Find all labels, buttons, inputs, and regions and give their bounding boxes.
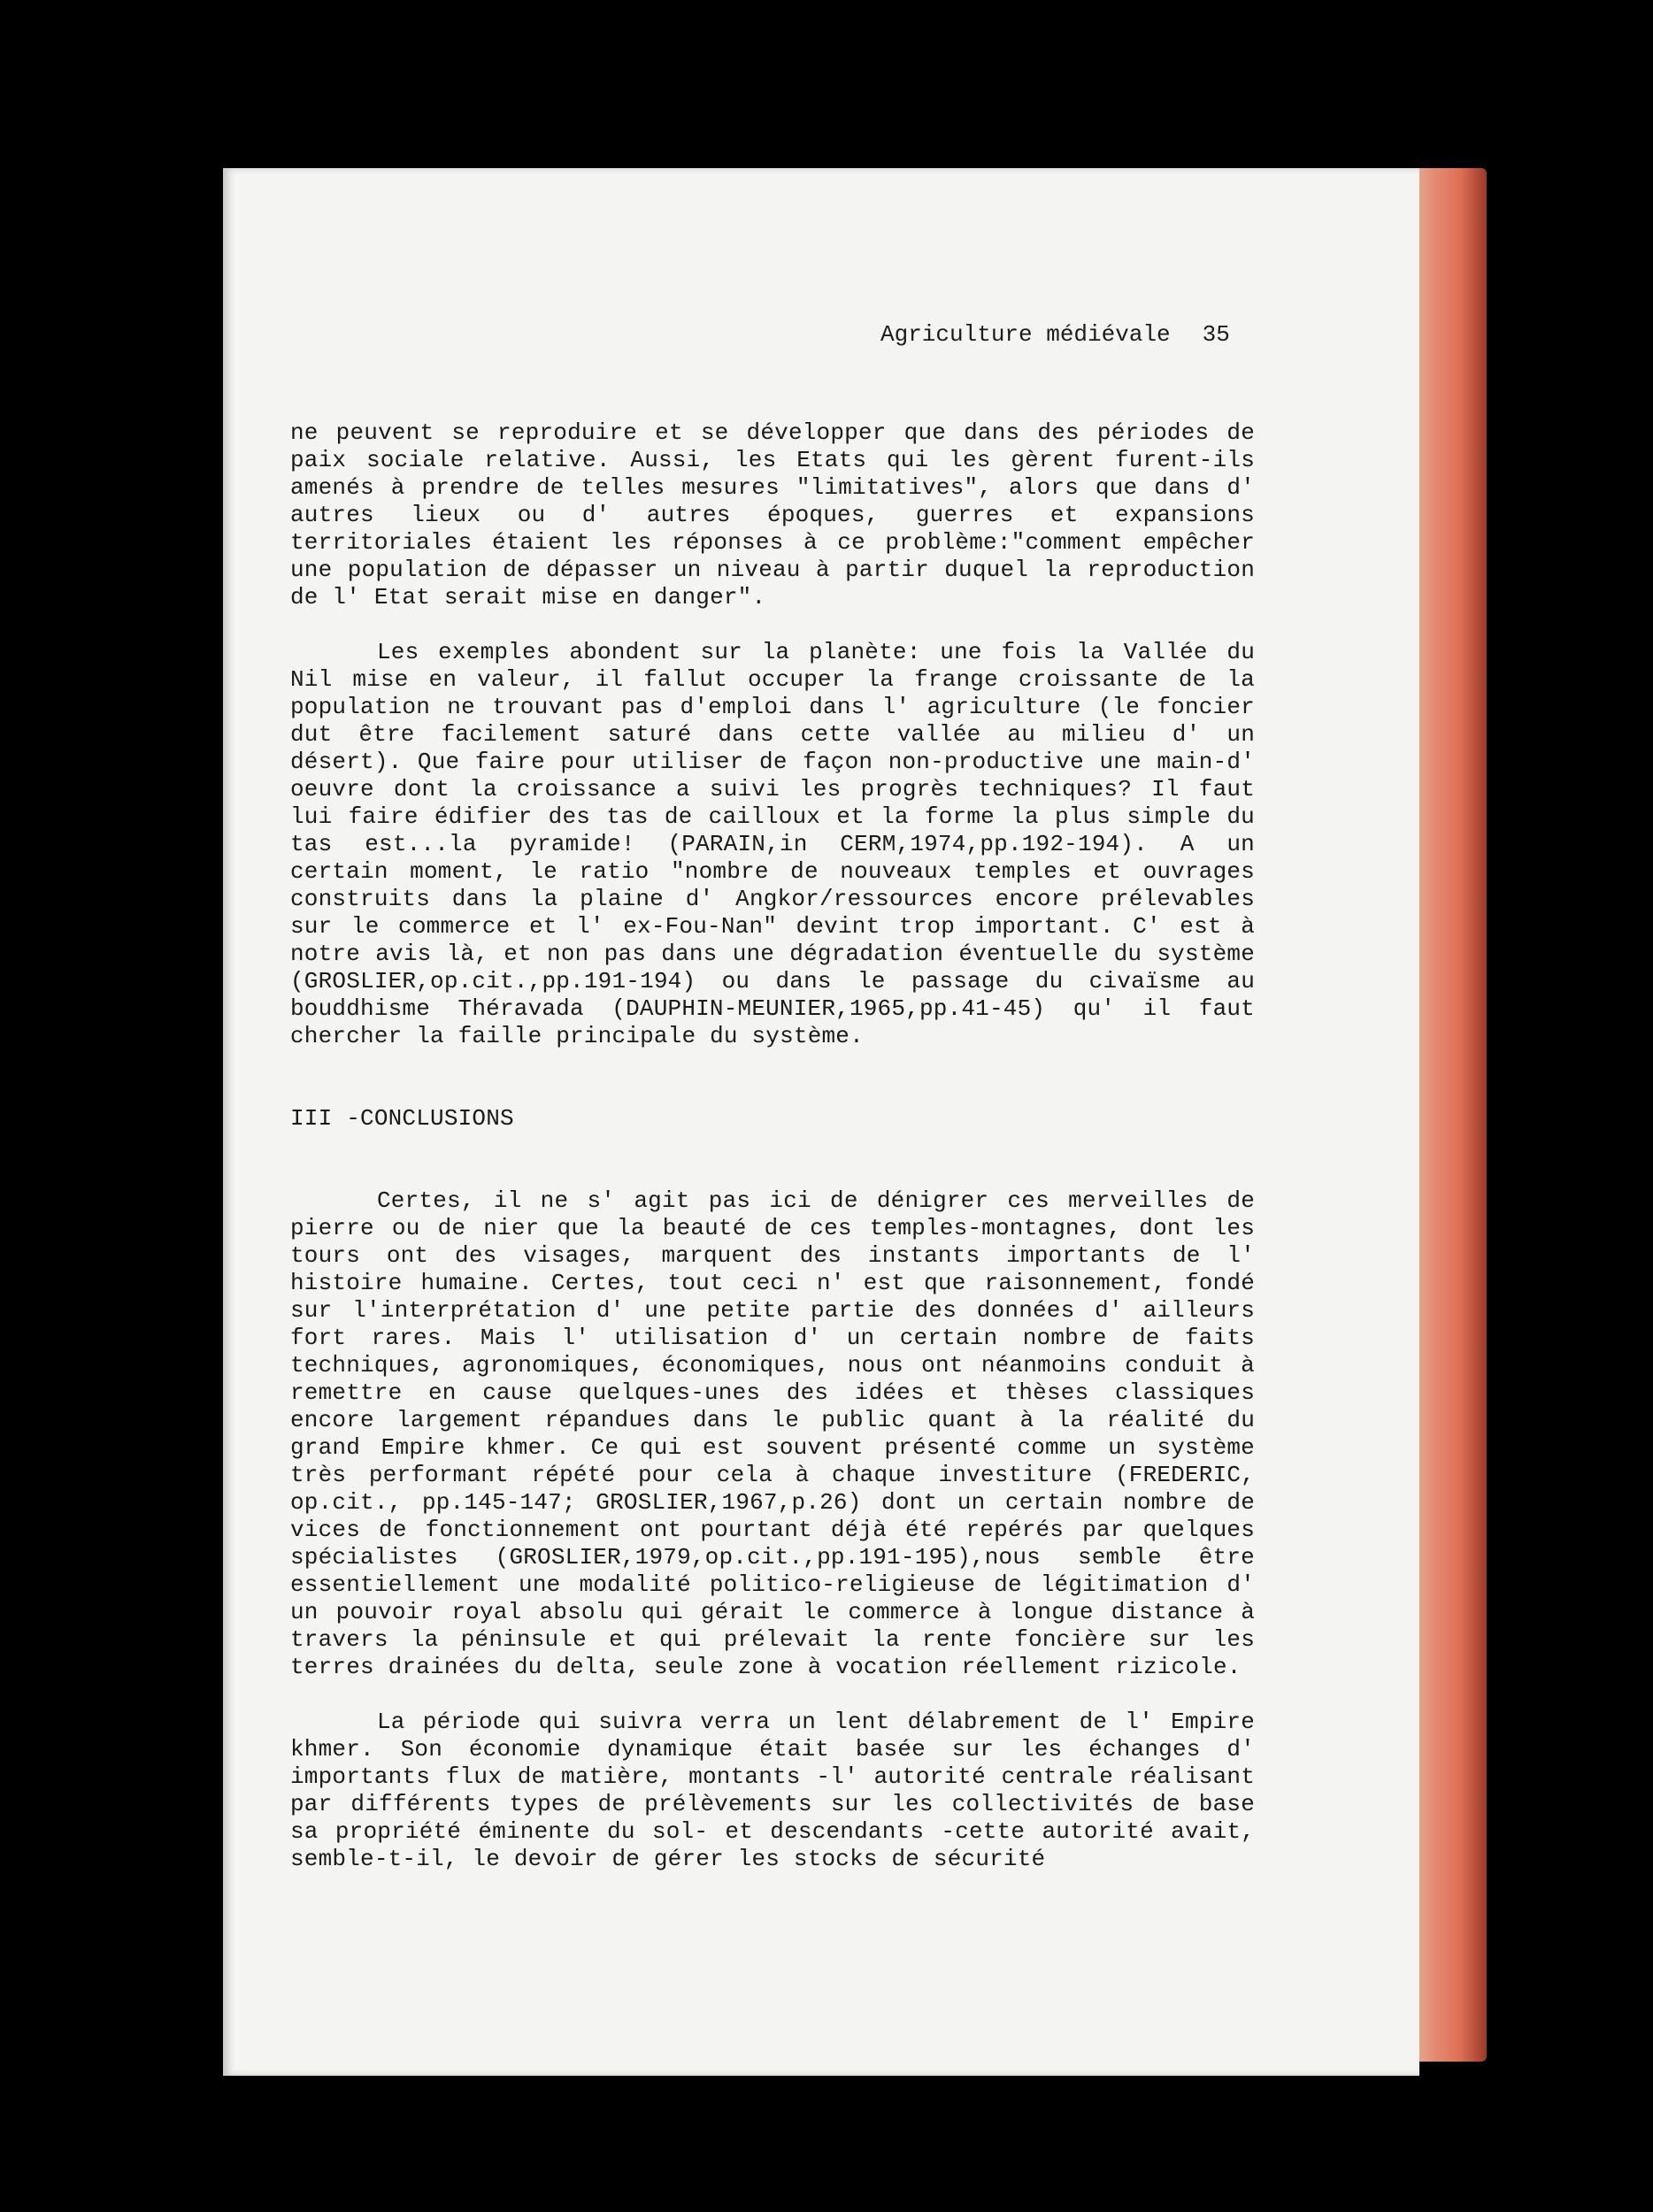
paragraph-4: La période qui suivra verra un lent délabrement de l' Empire khmer. Son économie dynamique était basée sur les échanges d' importants flux de matière, montants -l' autorité centrale réalisant par différents types de prélèvements sur les collectivités de base sa propriété éminente du sol- et descendants -cette autorité avait, semble-t-il, le devoir de gérer les stocks de sécurité	[290, 1709, 1255, 1872]
running-head	[880, 321, 1230, 348]
page-number: 35	[1202, 321, 1230, 348]
section-heading: III -CONCLUSIONS	[290, 1105, 514, 1132]
body-text	[290, 419, 1255, 1873]
paragraph-1: ne peuvent se reproduire et se développer que dans des périodes de paix sociale relative. Aussi, les Etats qui les gèrent furent-ils amenés à prendre de telles mesures "limitatives", alors que dans d' autres lieux ou d' autres époques, guerres et expansions territoriales étaient les réponses à ce problème:"comment empêcher une population de dépasser un niveau à partir duquel la reproduction de l' Etat serait mise en danger".	[290, 419, 1255, 611]
paragraph-2: Les exemples abondent sur la planète: une fois la Vallée du Nil mise en valeur, il fallut occuper la frange croissante de la population ne trouvant pas d'emploi dans l' agriculture (le foncier dut être facilement saturé dans cette vallée au milieu d' un désert). Que faire pour utiliser de façon non-productive une main-d' oeuvre dont la croissance a suivi les progrès techniques? Il faut lui faire édifier des tas de cailloux et la forme la plus simple du tas est...la pyramide! (PARAIN,in CERM,1974,pp.192-194). A un certain moment, le ratio "nombre de nouveaux temples et ouvrages construits dans la plaine d' Angkor/ressources encore prélevables sur le commerce et l' ex-Fou-Nan" devint trop important. C' est à notre avis là, et non pas dans une dégradation éventuelle du système (GROSLIER,op.cit.,pp.191-194) ou dans le passage du civaïsme au bouddhisme Théravada (DAUPHIN-MEUNIER,1965,pp.41-45) qu' il faut chercher la faille principale du système.	[290, 639, 1255, 1049]
paragraph-3: Certes, il ne s' agit pas ici de dénigrer ces merveilles de pierre ou de nier que la beauté de ces temples-montagnes, dont les tours ont des visages, marquent des instants importants de l' histoire humaine. Certes, tout ceci n' est que raisonnement, fondé sur l'interprétation d' une petite partie des données d' ailleurs fort rares. Mais l' utilisation d' un certain nombre de faits techniques, agronomiques, économiques, nous ont néanmoins conduit à remettre en cause quelques-unes des idées et thèses classiques encore largement répandues dans le public quant à la réalité du grand Empire khmer. Ce qui est souvent présenté comme un système très performant répété pour cela à chaque investiture (FREDERIC, op.cit., pp.145-147; GROSLIER,1967,p.26) dont un certain nombre de vices de fonctionnement ont pourtant déjà été repérés par quelques spécialistes (GROSLIER,1979,op.cit.,pp.191-195),nous semble être essentiellement une modalité politico-religieuse de légitimation d' un pouvoir royal absolu qui gérait le commerce à longue distance à travers la péninsule et qui prélevait la rente foncière sur les terres drainées du delta, seule zone à vocation réellement rizicole.	[290, 1187, 1255, 1680]
running-head-title: Agriculture médiévale	[880, 321, 1171, 348]
